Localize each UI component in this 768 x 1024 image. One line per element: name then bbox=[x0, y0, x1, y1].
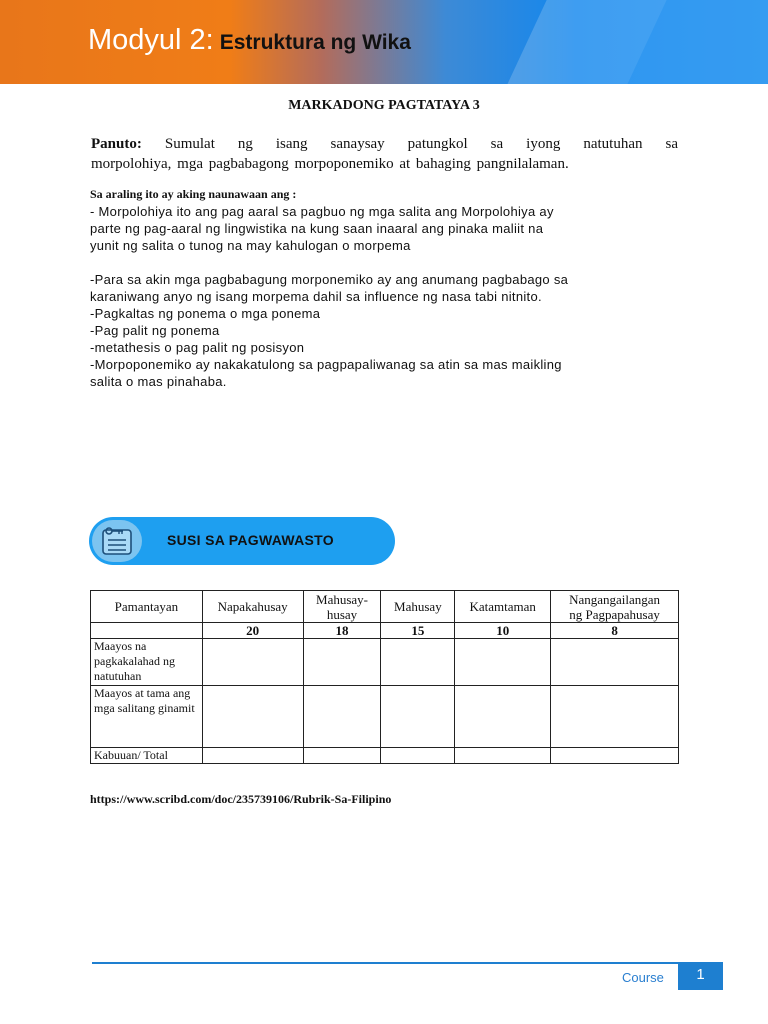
instruction-line: Sumulat ng isang sanaysay patungkol sa iyong natutuhan sa bbox=[164, 136, 679, 152]
criterion-cell: Maayos at tama ang mga salitang ginamit bbox=[91, 686, 203, 748]
points-cell: 20 bbox=[202, 623, 303, 639]
answer-line: salita o mas pinahaba. bbox=[90, 374, 227, 389]
answer-key-icon bbox=[92, 520, 142, 562]
instruction-line: morpolohiya, mga pagbabagong morpoponemiko at bahaging pangnilalaman. bbox=[91, 156, 569, 172]
module-header bbox=[0, 0, 768, 84]
footer-divider bbox=[92, 962, 722, 964]
rubric-header: Nangangailangan ng Pagpapahusay bbox=[551, 591, 679, 623]
answer-line: karaniwang anyo ng isang morpema dahil sa influence ng nasa tabi nitnito. bbox=[90, 289, 542, 304]
rubric-header: Pamantayan bbox=[91, 591, 203, 623]
section-title: MARKADONG PAGTATAYA 3 bbox=[288, 98, 480, 113]
instruction-label: Panuto: bbox=[91, 136, 142, 152]
course-label: Course bbox=[622, 970, 664, 985]
points-cell: 15 bbox=[381, 623, 455, 639]
rubric-header: Napakahusay bbox=[202, 591, 303, 623]
answer-line: -Pagkaltas ng ponema o mga ponema bbox=[90, 306, 321, 321]
rubric-header: Mahusay bbox=[381, 591, 455, 623]
answer-body bbox=[90, 203, 680, 390]
module-subtitle: Estruktura ng Wika bbox=[219, 31, 411, 54]
answer-key-banner bbox=[89, 517, 395, 565]
instruction bbox=[91, 134, 678, 174]
rubric-table bbox=[90, 590, 679, 764]
total-row bbox=[91, 748, 679, 764]
points-cell: 18 bbox=[303, 623, 381, 639]
points-cell: 8 bbox=[551, 623, 679, 639]
answer-line: -Para sa akin mga pagbabagung morponemiko ay ang anumang pagbabago sa bbox=[90, 272, 569, 287]
answer-line: parte ng pag-aaral ng lingwistika na kung saan inaaral ang pinaka maliit na bbox=[90, 221, 544, 236]
rubric-header: Mahusay- husay bbox=[303, 591, 381, 623]
answer-line: - Morpolohiya ito ang pag aaral sa pagbuo ng mga salita ang Morpolohiya ay bbox=[90, 204, 554, 219]
table-row bbox=[91, 639, 679, 686]
answer-line: -Pag palit ng ponema bbox=[90, 323, 220, 338]
answer-key-label: SUSI SA PAGWAWASTO bbox=[167, 532, 334, 548]
points-cell: 10 bbox=[455, 623, 551, 639]
points-row bbox=[91, 623, 679, 639]
answer-line: yunit ng salita o tunog na may kahulogan o morpema bbox=[90, 238, 411, 253]
rubric-header: Katamtaman bbox=[455, 591, 551, 623]
module-title bbox=[88, 24, 411, 57]
module-label: Modyul 2: bbox=[88, 24, 214, 56]
table-cell bbox=[91, 623, 203, 639]
criterion-cell: Maayos na pagkakalahad ng natutuhan bbox=[91, 639, 203, 686]
source-link[interactable]: https://www.scribd.com/doc/235739106/Rubrik-Sa-Filipino bbox=[90, 792, 392, 806]
total-label: Kabuuan/ Total bbox=[91, 748, 203, 764]
answer-line: -Morpoponemiko ay nakakatulong sa pagpapaliwanag sa atin sa mas maikling bbox=[90, 357, 562, 372]
answer-intro: Sa araling ito ay aking naunawaan ang : bbox=[90, 187, 297, 201]
table-row bbox=[91, 686, 679, 748]
page-number: 1 bbox=[678, 962, 723, 990]
answer-line: -metathesis o pag palit ng posisyon bbox=[90, 340, 305, 355]
